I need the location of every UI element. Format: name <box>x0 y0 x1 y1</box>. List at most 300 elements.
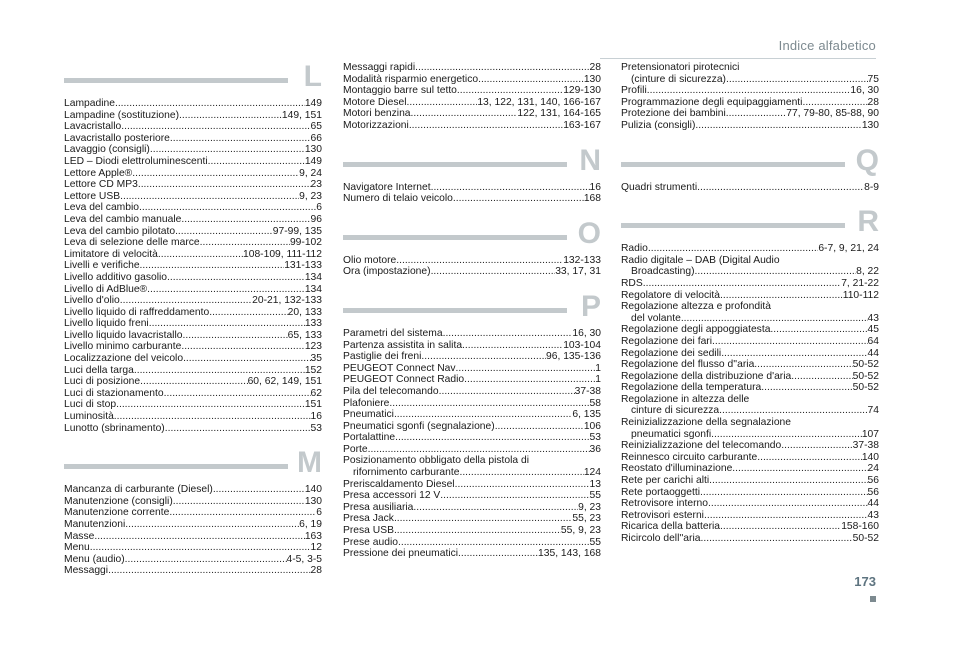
index-entry-pages: 56 <box>867 475 879 487</box>
index-entry-text: Pressione dei pneumatici <box>343 548 459 560</box>
index-entry-text: Reinizializzazione del telecomando <box>621 440 782 452</box>
dot-leader <box>413 502 578 514</box>
index-entry-pages: 37-38 <box>852 440 879 452</box>
index-entry-text: Lampadine (sostituzione) <box>64 109 180 121</box>
index-entry-pages: 107 <box>861 428 879 440</box>
index-entry <box>64 226 322 238</box>
index-entry-text: Livello di AdBlue® <box>64 283 148 295</box>
dot-leader <box>802 97 867 109</box>
index-entry <box>621 348 879 360</box>
index-section <box>621 62 879 132</box>
dot-leader <box>770 324 867 336</box>
index-entry-text: Messaggi <box>64 565 109 577</box>
dot-leader <box>125 554 287 566</box>
dot-leader <box>431 266 556 278</box>
section-letter: O <box>577 216 601 250</box>
section-rule <box>343 235 567 240</box>
index-column-2 <box>343 62 601 574</box>
index-entry-text: Posizionamento obbligato della pistola di <box>343 455 530 467</box>
index-entry <box>64 121 322 133</box>
section-rule <box>343 308 567 313</box>
index-entry <box>621 382 879 394</box>
dot-leader <box>643 278 841 290</box>
index-entry-text: Luminosità <box>64 411 114 423</box>
index-entry <box>621 498 879 510</box>
index-entry-pages: 55, 9, 23 <box>560 525 601 537</box>
section-letter: L <box>303 60 322 93</box>
index-entry <box>64 341 322 353</box>
index-entry <box>621 313 879 325</box>
index-entry-pages: 43 <box>867 312 879 324</box>
index-entry <box>621 108 879 120</box>
index-entry <box>343 502 601 514</box>
dot-leader <box>175 226 273 238</box>
index-entry <box>64 179 322 191</box>
index-entry-pages: 45 <box>867 324 879 336</box>
index-entry <box>64 496 322 508</box>
index-entry-pages: 24 <box>867 463 879 475</box>
index-entry-text: Masse <box>64 530 95 542</box>
index-entry-pages: 50-52 <box>852 370 879 382</box>
index-entry <box>621 85 879 97</box>
index-entry <box>64 554 322 566</box>
index-entry <box>64 272 322 284</box>
index-entry-text: Leva del cambio manuale <box>64 213 182 225</box>
dot-leader <box>182 330 287 342</box>
index-entry-text: Livello liquido freni <box>64 318 149 330</box>
index-entry <box>621 440 879 452</box>
index-entry-text: Livello liquido lavacristallo <box>64 329 183 341</box>
dot-leader <box>647 85 851 97</box>
index-entry <box>621 74 879 86</box>
index-entry-pages: 8-9 <box>864 181 879 193</box>
dot-leader <box>457 85 563 97</box>
index-entry-text: Portalattine <box>343 432 396 444</box>
dot-leader <box>781 440 852 452</box>
index-entry-text: Preriscaldamento Diesel <box>343 478 455 490</box>
index-entry <box>343 328 601 340</box>
index-entry-text: Regolazione in altezza delle <box>621 393 750 405</box>
index-entry-text: Motori benzina <box>343 108 411 120</box>
dot-leader <box>94 531 304 543</box>
index-entry-text: Retrovisore interno <box>621 498 708 510</box>
index-entry <box>621 487 879 499</box>
index-entry-pages: 151 <box>304 399 322 411</box>
dot-leader <box>169 507 316 519</box>
index-entry-text: Regolazione dei fari <box>621 335 713 347</box>
dot-leader <box>439 386 575 398</box>
section-letter: N <box>579 143 601 177</box>
dot-leader <box>459 467 583 479</box>
index-entry-text: Livello liquido di raffreddamento <box>64 306 210 318</box>
index-entry-text: Manutenzione corrente <box>64 507 170 519</box>
dot-leader <box>398 537 590 549</box>
dot-leader <box>108 565 310 577</box>
dot-leader <box>208 156 305 168</box>
dot-leader <box>139 202 316 214</box>
index-entry-pages: 9, 23 <box>578 501 601 513</box>
index-entry-text: pneumatici sgonfi <box>631 428 712 440</box>
dot-leader <box>407 97 478 109</box>
index-entry <box>64 484 322 496</box>
dot-leader <box>173 496 305 508</box>
index-entry <box>343 85 601 97</box>
index-entry-pages: 163-167 <box>563 119 601 131</box>
index-entry-text: Regolazione dei sedili <box>621 347 722 359</box>
index-entry <box>64 260 322 272</box>
index-entry-text: Ricircolo dell''aria <box>621 533 701 544</box>
dot-leader <box>140 260 285 272</box>
index-entry-text: Plafoniere <box>343 397 390 409</box>
index-entry-text: Luci di stazionamento <box>64 387 164 399</box>
index-entry-pages: 58 <box>589 397 601 409</box>
index-entry-pages: 50-52 <box>852 359 879 371</box>
index-entry-text: del volante <box>631 312 681 324</box>
index-entry-pages: 1 <box>595 374 601 386</box>
dot-leader <box>478 74 584 86</box>
index-entry-text: Limitatore di velocità <box>64 248 158 260</box>
index-entry <box>64 353 322 365</box>
index-entry <box>621 521 879 533</box>
index-section <box>64 448 322 577</box>
index-entry-pages: 124 <box>583 467 601 479</box>
dot-leader <box>721 348 867 360</box>
index-entry-pages: 99-102 <box>289 237 322 249</box>
index-entry <box>621 429 879 441</box>
index-entry <box>621 278 879 290</box>
dot-leader <box>464 374 595 386</box>
index-entry <box>621 290 879 302</box>
index-entry <box>64 191 322 203</box>
index-entry-pages: 55, 23 <box>572 513 601 525</box>
dot-leader <box>170 133 311 145</box>
dot-leader <box>495 421 584 433</box>
index-entry-text: Leva del cambio <box>64 202 139 214</box>
dot-leader <box>125 519 299 531</box>
index-entry-pages: 28 <box>310 565 322 577</box>
index-entry-pages: 56 <box>867 486 879 498</box>
index-entry <box>343 513 601 525</box>
index-entry-pages: 50-52 <box>852 382 879 394</box>
index-entry <box>343 74 601 86</box>
section-header <box>64 62 322 98</box>
index-entry-pages: 6, 19 <box>299 519 322 530</box>
index-entry-text: Presa accessori 12 V <box>343 490 441 502</box>
index-entry <box>343 525 601 537</box>
index-entry-text: Livello d'olio <box>64 295 120 307</box>
index-entry-pages: 74 <box>867 405 879 417</box>
index-entry <box>64 249 322 261</box>
section-rule <box>343 162 567 167</box>
index-entry-pages: 23 <box>310 179 322 191</box>
index-entry <box>343 409 601 421</box>
index-entry-text: Lettore USB <box>64 190 121 202</box>
index-entry <box>64 519 322 531</box>
index-section <box>621 143 879 194</box>
index-entry-text: Manutenzioni <box>64 519 126 530</box>
index-entry-text: Retrovisori esterni <box>621 509 704 521</box>
index-entry-text: Lettore CD MP3 <box>64 179 138 191</box>
index-entry <box>621 97 879 109</box>
index-entry-pages: 135, 143, 168 <box>538 548 601 560</box>
index-entry <box>64 284 322 296</box>
index-section <box>621 207 879 544</box>
index-entry <box>343 421 601 433</box>
index-entry <box>343 193 601 205</box>
dot-leader <box>147 284 305 296</box>
index-entry-text: rifornimento carburante <box>353 467 460 479</box>
index-entry-text: Luci di posizione <box>64 376 141 388</box>
index-entry-text: Regolazione altezza e profondità <box>621 301 771 313</box>
index-entry-pages: 33, 17, 31 <box>555 266 601 278</box>
index-entry-pages: 130 <box>583 73 601 85</box>
index-entry-pages: 96 <box>310 213 322 225</box>
index-entry-pages: 62 <box>310 387 322 399</box>
index-entry <box>343 351 601 363</box>
index-entry-pages: 53 <box>310 422 322 434</box>
index-entry-pages: 35 <box>310 353 322 365</box>
index-entry-pages: 134 <box>304 283 322 295</box>
index-entry-pages: 140 <box>304 484 322 496</box>
section-header <box>621 143 879 182</box>
index-section <box>343 289 601 560</box>
index-entry-pages: 132-133 <box>563 254 601 266</box>
dot-leader <box>712 336 868 348</box>
dot-leader <box>134 365 305 377</box>
index-section <box>343 143 601 205</box>
index-entry-text: Regolazione degli appoggiatesta <box>621 324 771 336</box>
index-entry-text: Pneumatici sgonfi (segnalazione) <box>343 420 495 432</box>
index-entry-pages: 6, 135 <box>572 409 601 421</box>
section-header <box>343 289 601 328</box>
index-entry-pages: 28 <box>589 62 601 73</box>
index-entry-text: Regolazione della temperatura <box>621 382 762 394</box>
index-column-1 <box>64 62 322 591</box>
section-letter: P <box>580 289 601 323</box>
index-entry-pages: 13, 122, 131, 140, 166-167 <box>477 96 601 108</box>
index-entry-pages: 129-130 <box>563 85 601 97</box>
dot-leader <box>409 120 563 132</box>
section-rule <box>64 464 288 469</box>
dot-leader <box>138 179 311 191</box>
index-entry-pages: 66 <box>310 132 322 144</box>
dot-leader <box>149 318 305 330</box>
index-entry-text: PEUGEOT Connect Nav <box>343 362 456 374</box>
dot-leader <box>200 237 290 249</box>
index-entry-pages: 152 <box>304 364 322 376</box>
index-entry-text: Montaggio barre sul tetto <box>343 85 457 97</box>
index-entry-text: Menu (audio) <box>64 553 125 565</box>
dot-leader <box>181 214 310 226</box>
dot-leader <box>183 353 310 365</box>
index-entry <box>621 475 879 487</box>
section-rule <box>621 223 845 228</box>
index-entry-pages: 6-7, 9, 21, 24 <box>818 243 879 255</box>
dot-leader <box>648 243 818 255</box>
index-entry-text: Presa Jack <box>343 513 394 525</box>
index-entry-pages: 65 <box>310 121 322 133</box>
index-entry-text: Messaggi rapidi <box>343 62 416 73</box>
index-entry <box>343 467 601 479</box>
index-section <box>343 216 601 278</box>
dot-leader <box>681 313 868 325</box>
index-entry-text: Olio motore <box>343 254 397 266</box>
dot-leader <box>453 193 584 205</box>
index-entry-text: Luci di stop <box>64 399 117 411</box>
section-rule <box>64 78 288 83</box>
index-entry <box>343 386 601 398</box>
dot-leader <box>695 120 861 132</box>
index-entry-text: cinture di sicurezza <box>631 405 720 417</box>
dot-leader <box>761 382 852 394</box>
index-entry-text: Pretensionatori pirotecnici <box>621 62 740 73</box>
index-entry <box>64 307 322 319</box>
index-entry-text: Pila del telecomando <box>343 385 439 397</box>
index-entry-text: Lampadine <box>64 98 115 109</box>
dot-leader <box>121 121 310 133</box>
index-entry <box>621 452 879 464</box>
index-entry-text: Partenza assistita in salita <box>343 339 463 351</box>
dot-leader <box>368 444 590 456</box>
header-divider <box>600 58 876 59</box>
dot-leader <box>757 452 862 464</box>
index-entry-pages: 6 <box>316 507 322 519</box>
dot-leader <box>732 463 867 475</box>
index-entry <box>343 120 601 132</box>
index-entry-text: Leva del cambio pilotato <box>64 225 176 237</box>
dot-leader <box>443 328 573 340</box>
index-entry <box>64 202 322 214</box>
dot-leader <box>726 108 787 120</box>
index-entry <box>343 398 601 410</box>
index-entry-text: Modalità risparmio energetico <box>343 73 479 85</box>
index-entry-text: Reinizializzazione della segnalazione <box>621 417 792 429</box>
index-entry <box>64 156 322 168</box>
index-entry-pages: 77, 79-80, 85-88, 90 <box>786 108 879 120</box>
dot-leader <box>456 363 596 375</box>
section-header <box>343 216 601 255</box>
index-entry-text: Ricarica della batteria <box>621 521 721 533</box>
dot-leader <box>150 144 305 156</box>
index-entry-pages: 55 <box>589 536 601 548</box>
index-entry <box>64 295 322 307</box>
index-entry-pages: 1 <box>595 362 601 374</box>
dot-leader <box>132 168 299 180</box>
index-section <box>64 62 322 434</box>
index-entry <box>343 97 601 109</box>
index-entry-text: Programmazione degli equipaggiamenti <box>621 96 803 108</box>
index-entry-text: Motore Diesel <box>343 96 407 108</box>
dot-leader <box>754 359 852 371</box>
dot-leader <box>394 525 561 537</box>
index-entry-pages: 122, 131, 164-165 <box>517 108 601 120</box>
index-entry-text: Livello additivo gasolio <box>64 271 168 283</box>
index-entry-text: Localizzazione del veicolo <box>64 353 184 365</box>
dot-leader <box>165 423 311 435</box>
index-entry-text: Livello minimo carburante <box>64 341 182 353</box>
index-entry-text: Quadri strumenti <box>621 181 698 193</box>
index-entry <box>621 266 879 278</box>
index-entry-pages: 130 <box>304 495 322 507</box>
dot-leader <box>116 399 305 411</box>
dot-leader <box>164 388 311 400</box>
dot-leader <box>709 475 867 487</box>
index-entry-pages: 60, 62, 149, 151 <box>247 376 322 388</box>
index-entry-pages: 4-5, 3-5 <box>286 553 322 565</box>
index-entry <box>64 531 322 543</box>
dot-leader <box>396 255 563 267</box>
index-entry-pages: 97-99, 135 <box>272 225 322 237</box>
index-entry-text: Lettore Apple® <box>64 167 133 179</box>
index-entry-pages: 64 <box>867 335 879 347</box>
index-entry-text: Rete portaoggetti <box>621 486 700 498</box>
dot-leader <box>394 513 572 525</box>
index-entry <box>64 318 322 330</box>
index-entry-text: Luci della targa <box>64 364 134 376</box>
index-entry-text: Radio <box>621 243 648 255</box>
index-entry-text: Pulizia (consigli) <box>621 119 696 131</box>
index-entry-text: Menu <box>64 542 90 554</box>
index-entry <box>64 98 322 110</box>
index-entry <box>343 444 601 456</box>
index-entry-pages: 108-109, 111-112 <box>242 248 322 260</box>
index-entry-pages: 20, 133 <box>287 306 322 318</box>
index-entry-pages: 36 <box>589 443 601 455</box>
index-entry <box>621 533 879 545</box>
index-entry-text: Pneumatici <box>343 409 394 421</box>
section-rule <box>621 162 845 167</box>
dot-leader <box>395 432 589 444</box>
index-entry <box>64 365 322 377</box>
index-entry-text: Motorizzazioni <box>343 119 409 131</box>
dot-leader <box>719 405 867 417</box>
index-entry-pages: 7, 21-22 <box>841 277 879 289</box>
section-header <box>343 143 601 182</box>
index-entry-pages: 149, 151 <box>281 109 322 121</box>
dot-leader <box>455 479 590 491</box>
index-entry <box>64 388 322 400</box>
dot-leader <box>389 398 589 410</box>
dot-leader <box>158 249 243 261</box>
index-entry <box>621 120 879 132</box>
index-entry-pages: 28 <box>867 96 879 108</box>
index-entry <box>621 463 879 475</box>
index-entry-text: Reostato d'illuminazione <box>621 463 733 475</box>
index-entry <box>621 324 879 336</box>
corner-marker <box>870 596 876 602</box>
index-entry <box>64 423 322 435</box>
dot-leader <box>704 510 868 522</box>
index-entry-pages: 16 <box>589 181 601 193</box>
dot-leader <box>120 191 299 203</box>
index-entry-pages: 44 <box>867 347 879 359</box>
index-entry-text: Profili <box>621 85 647 97</box>
index-entry-pages: 20-21, 132-133 <box>252 295 322 307</box>
index-entry-text: Presa ausiliaria <box>343 501 414 513</box>
section-letter: Q <box>855 143 879 177</box>
index-entry <box>343 266 601 278</box>
index-entry-pages: 149 <box>304 155 322 167</box>
index-entry <box>343 340 601 352</box>
index-entry-text: Lavaggio (consigli) <box>64 144 150 156</box>
index-entry-pages: 134 <box>304 271 322 283</box>
index-entry-text: Ora (impostazione) <box>343 266 431 278</box>
index-entry-pages: 110-112 <box>842 289 879 301</box>
index-entry <box>343 432 601 444</box>
index-column-3 <box>621 62 879 559</box>
index-entry <box>621 359 879 371</box>
index-entry <box>64 399 322 411</box>
